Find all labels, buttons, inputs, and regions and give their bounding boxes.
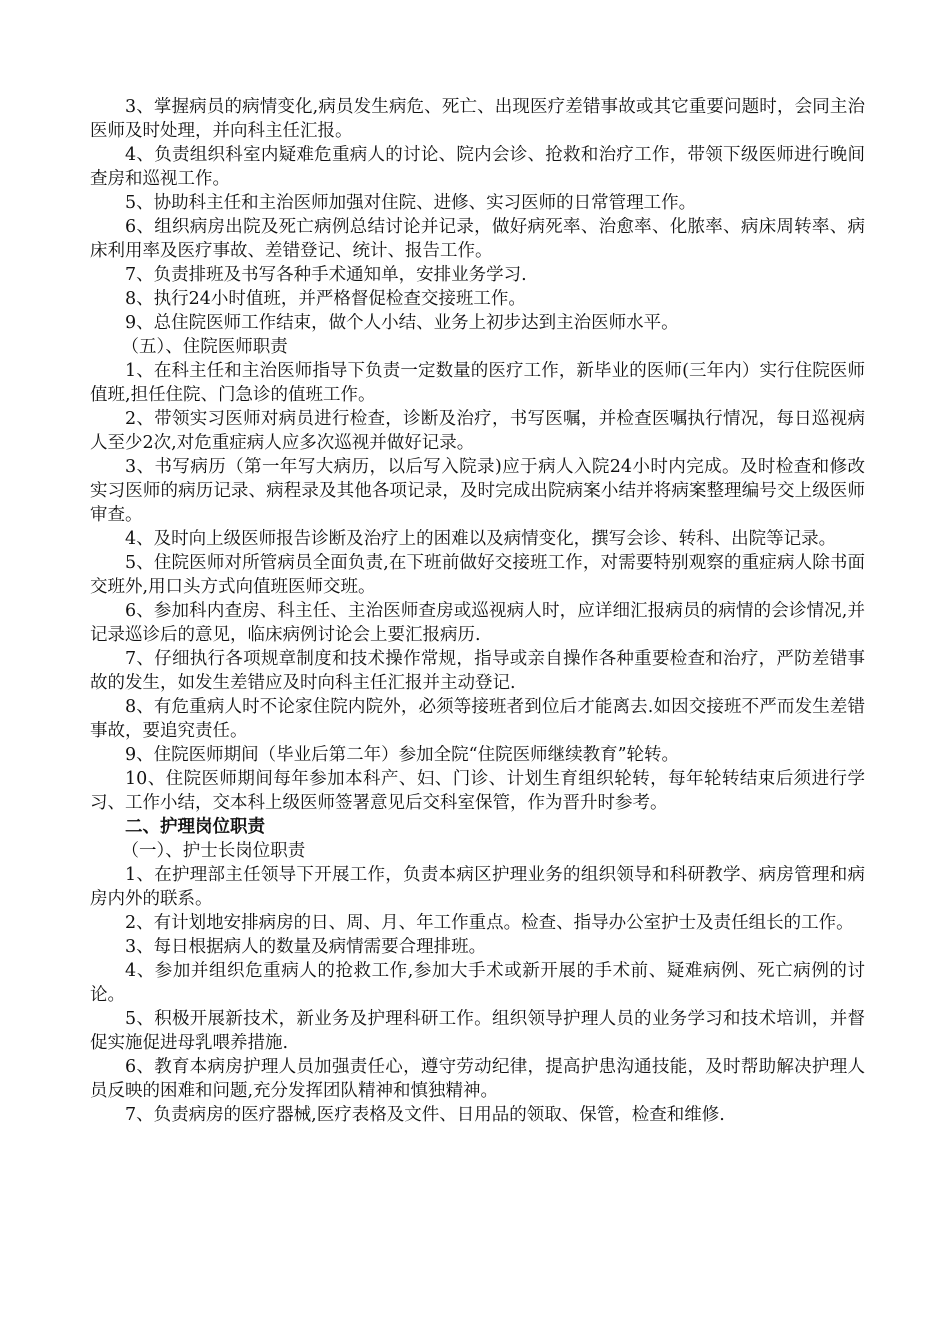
paragraph: 7、负责病房的医疗器械,医疗表格及文件、日用品的领取、保管，检查和维修. (125, 1105, 725, 1125)
paragraph: 4、及时向上级医师报告诊断及治疗上的困难以及病情变化，撰写会诊、转科、出院等记录。 (125, 529, 837, 549)
paragraph: 9、总住院医师工作结束，做个人小结、业务上初步达到主治医师水平。 (125, 313, 679, 333)
section-heading-nursing: 二、护理岗位职责 (125, 817, 265, 837)
subsection-heading-head-nurse: （一）、护士长岗位职责 (121, 841, 306, 861)
paragraph: 7、负责排班及书写各种手术通知单，安排业务学习. (125, 265, 527, 285)
paragraph: 3、每日根据病人的数量及病情需要合理排班。 (125, 937, 487, 957)
paragraph: 10、住院医师期间每年参加本科产、妇、门诊、计划生育组织轮转，每年轮转结束后须进行学习、工作小结，交本科上级医师签署意见后交科室保管，作为晋升时参考。 (90, 769, 865, 813)
paragraph: 4、参加并组织危重病人的抢救工作,参加大手术或新开展的手术前、疑难病例、死亡病例的讨论。 (90, 961, 865, 1005)
paragraph: 5、住院医师对所管病员全面负责,在下班前做好交接班工作，对需要特别观察的重症病人除书面交班外,用口头方式向值班医师交班。 (90, 553, 865, 597)
document-page (90, 95, 865, 1127)
paragraph: 9、住院医师期间（毕业后第二年）参加全院“住院医师继续教育”轮转。 (125, 745, 680, 765)
paragraph: 8、有危重病人时不论家住院内院外，必须等接班者到位后才能离去.如因交接班不严而发生差错事故，要追究责任。 (90, 697, 865, 741)
paragraph: 1、在科主任和主治医师指导下负责一定数量的医疗工作，新毕业的医师(三年内）实行住院医师值班,担任住院、门急诊的值班工作。 (90, 361, 865, 405)
paragraph: 4、负责组织科室内疑难危重病人的讨论、院内会诊、抢救和治疗工作，带领下级医师进行晚间查房和巡视工作。 (90, 145, 865, 189)
paragraph: 6、组织病房出院及死亡病例总结讨论并记录，做好病死率、治愈率、化脓率、病床周转率、病床利用率及医疗事故、差错登记、统计、报告工作。 (90, 217, 865, 261)
paragraph: 2、带领实习医师对病员进行检查，诊断及治疗，书写医嘱，并检查医嘱执行情况，每日巡视病人至少2次,对危重症病人应多次巡视并做好记录。 (90, 409, 865, 453)
paragraph: 3、书写病历（第一年写大病历，以后写入院录)应于病人入院24小时内完成。及时检查和修改实习医师的病历记录、病程录及其他各项记录，及时完成出院病案小结并将病案整理编号交上级医师审查。 (90, 457, 865, 525)
paragraph: 8、执行24小时值班，并严格督促检查交接班工作。 (125, 289, 526, 309)
paragraph: 6、参加科内查房、科主任、主治医师查房或巡视病人时，应详细汇报病员的病情的会诊情况,并记录巡诊后的意见，临床病例讨论会上要汇报病历. (90, 601, 865, 645)
paragraph: 1、在护理部主任领导下开展工作，负责本病区护理业务的组织领导和科研教学、病房管理和病房内外的联系。 (90, 865, 865, 909)
subsection-heading-resident: （五）、住院医师职责 (121, 337, 288, 357)
paragraph: 5、积极开展新技术，新业务及护理科研工作。组织领导护理人员的业务学习和技术培训，并督促实施促进母乳喂养措施. (90, 1009, 865, 1053)
paragraph: 7、仔细执行各项规章制度和技术操作常规，指导或亲自操作各种重要检查和治疗，严防差错事故的发生，如发生差错应及时向科主任汇报并主动登记. (90, 649, 865, 693)
paragraph: 5、协助科主任和主治医师加强对住院、进修、实习医师的日常管理工作。 (125, 193, 697, 213)
paragraph: 3、掌握病员的病情变化,病员发生病危、死亡、出现医疗差错事故或其它重要问题时，会同主治医师及时处理，并向科主任汇报。 (90, 97, 865, 141)
paragraph: 2、有计划地安排病房的日、周、月、年工作重点。检查、指导办公室护士及责任组长的工作。 (125, 913, 854, 933)
paragraph: 6、教育本病房护理人员加强责任心，遵守劳动纪律，提高护患沟通技能，及时帮助解决护理人员反映的困难和问题,充分发挥团队精神和慎独精神。 (90, 1057, 865, 1101)
